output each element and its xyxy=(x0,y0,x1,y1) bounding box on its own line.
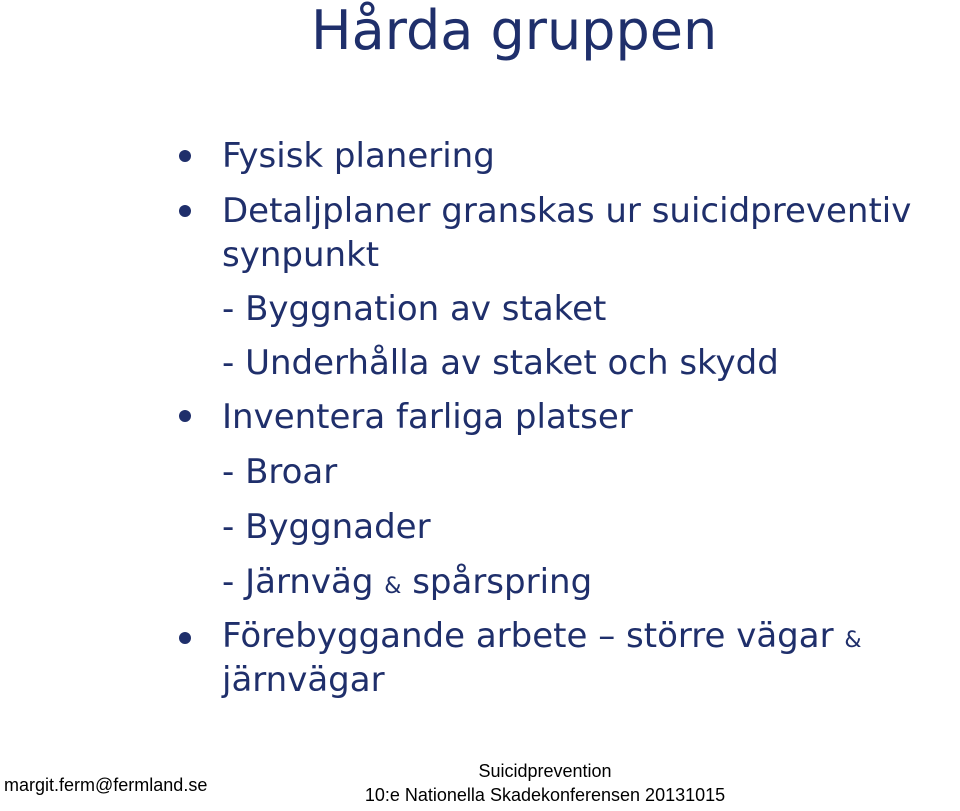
footer-conference: 10:e Nationella Skadekonferensen 20131015 xyxy=(364,785,726,805)
bullet-item-4-text: Förebyggande arbete – större vägar xyxy=(222,616,834,656)
bullet-item-2-continuation: synpunkt xyxy=(222,235,380,275)
footer-info xyxy=(320,759,770,807)
ampersand: & xyxy=(384,574,402,599)
footer-topic: Suicidprevention xyxy=(478,761,612,781)
subitem-sparspring-text: spårspring xyxy=(412,562,593,602)
subitem-byggnation: - Byggnation av staket xyxy=(222,289,607,329)
bullet-item-4 xyxy=(222,616,862,661)
subitem-jarnvag xyxy=(222,562,592,607)
bullet-item-3: Inventera farliga platser xyxy=(222,397,633,437)
bullet-dot-3 xyxy=(179,410,191,422)
bullet-dot-2 xyxy=(179,205,191,217)
bullet-item-1: Fysisk planering xyxy=(222,136,495,176)
slide-title: Hårda gruppen xyxy=(311,0,718,62)
footer-email: margit.ferm@fermland.se xyxy=(4,775,208,795)
subitem-underhalla: - Underhålla av staket och skydd xyxy=(222,343,779,383)
bullet-dot-4 xyxy=(179,632,191,644)
bullet-item-4-continuation: järnvägar xyxy=(222,660,385,700)
bullet-dot-1 xyxy=(179,150,191,162)
subitem-jarnvag-text: - Järnväg xyxy=(222,562,374,602)
subitem-byggnader: - Byggnader xyxy=(222,507,431,547)
subitem-broar: - Broar xyxy=(222,452,338,492)
bullet-item-2: Detaljplaner granskas ur suicidpreventiv xyxy=(222,191,912,231)
ampersand: & xyxy=(844,628,862,653)
